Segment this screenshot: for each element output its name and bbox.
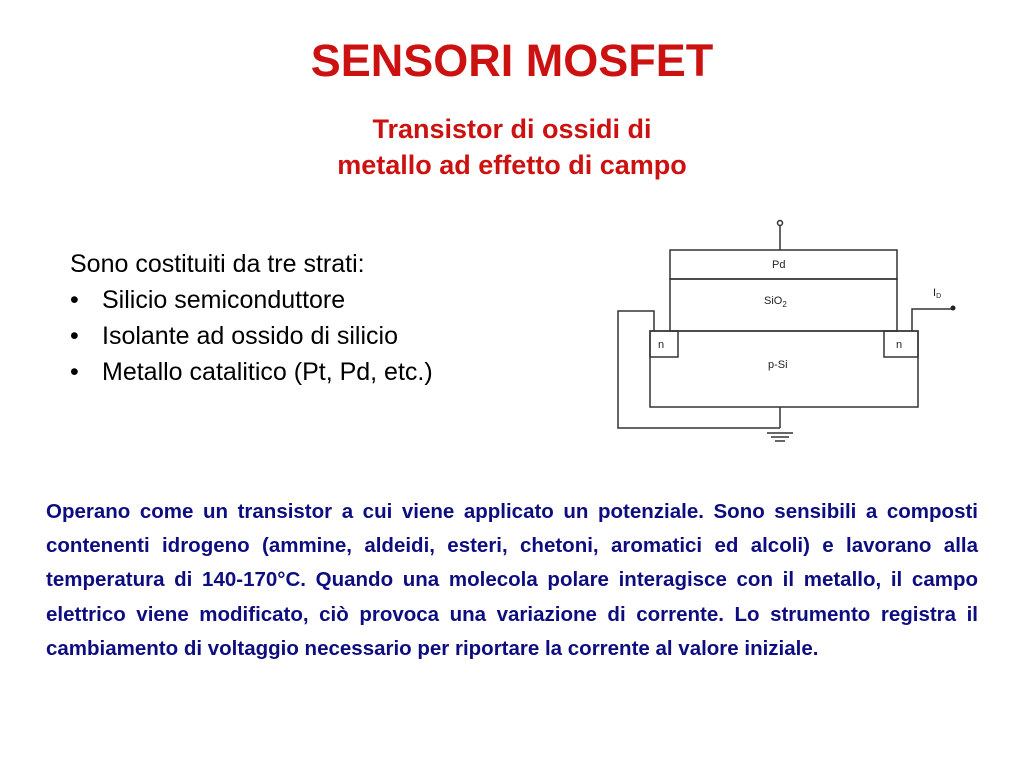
label-pd: Pd (772, 259, 786, 271)
layers-intro: Sono costituiti da tre strati: (70, 250, 365, 278)
subtitle-line-1: Transistor di ossidi di (372, 114, 652, 144)
label-psi: p-Si (768, 359, 788, 371)
layers-section (70, 252, 610, 396)
drain-terminal-icon (951, 306, 956, 311)
list-item (70, 288, 610, 313)
label-n-right: n (896, 339, 903, 351)
slide-subtitle (0, 112, 1024, 183)
bullet-glyph: • (70, 358, 79, 386)
subtitle-line-2: metallo ad effetto di campo (337, 149, 687, 180)
description-paragraph: Operano come un transistor a cui viene applicato un potenziale. Sono sensibili a composti contenenti idrogeno (ammine, aldeidi, esteri, chetoni, aromatici ed alcoli) e lavorano alla temperatura di 140-170°C. Quando una molecola polare interagisce con il metallo, il campo elettrico viene modificato, ciò provoca una variazione di corrente. Lo strumento registra il cambiamento di voltaggio necessario per riportare la corrente al valore iniziale. (46, 500, 978, 660)
label-sio2: SiO$_2$ (764, 295, 787, 309)
layer-label: Metallo catalitico (Pt, Pd, etc.) (102, 358, 433, 386)
list-item (70, 324, 610, 349)
slide-title: SENSORI MOSFET (310, 35, 714, 86)
list-item (70, 360, 610, 385)
layers-list (70, 288, 610, 385)
bullet-glyph: • (70, 322, 79, 350)
source-wire (618, 311, 759, 428)
mosfet-diagram (612, 216, 972, 448)
drain-wire (912, 309, 952, 331)
label-current: ID (933, 287, 942, 300)
layer-label: Isolante ad ossido di silicio (102, 322, 398, 350)
layer-label: Silicio semiconduttore (102, 286, 346, 314)
label-n-left: n (658, 339, 665, 351)
bullet-glyph: • (70, 286, 79, 314)
gate-terminal-icon (778, 221, 783, 226)
